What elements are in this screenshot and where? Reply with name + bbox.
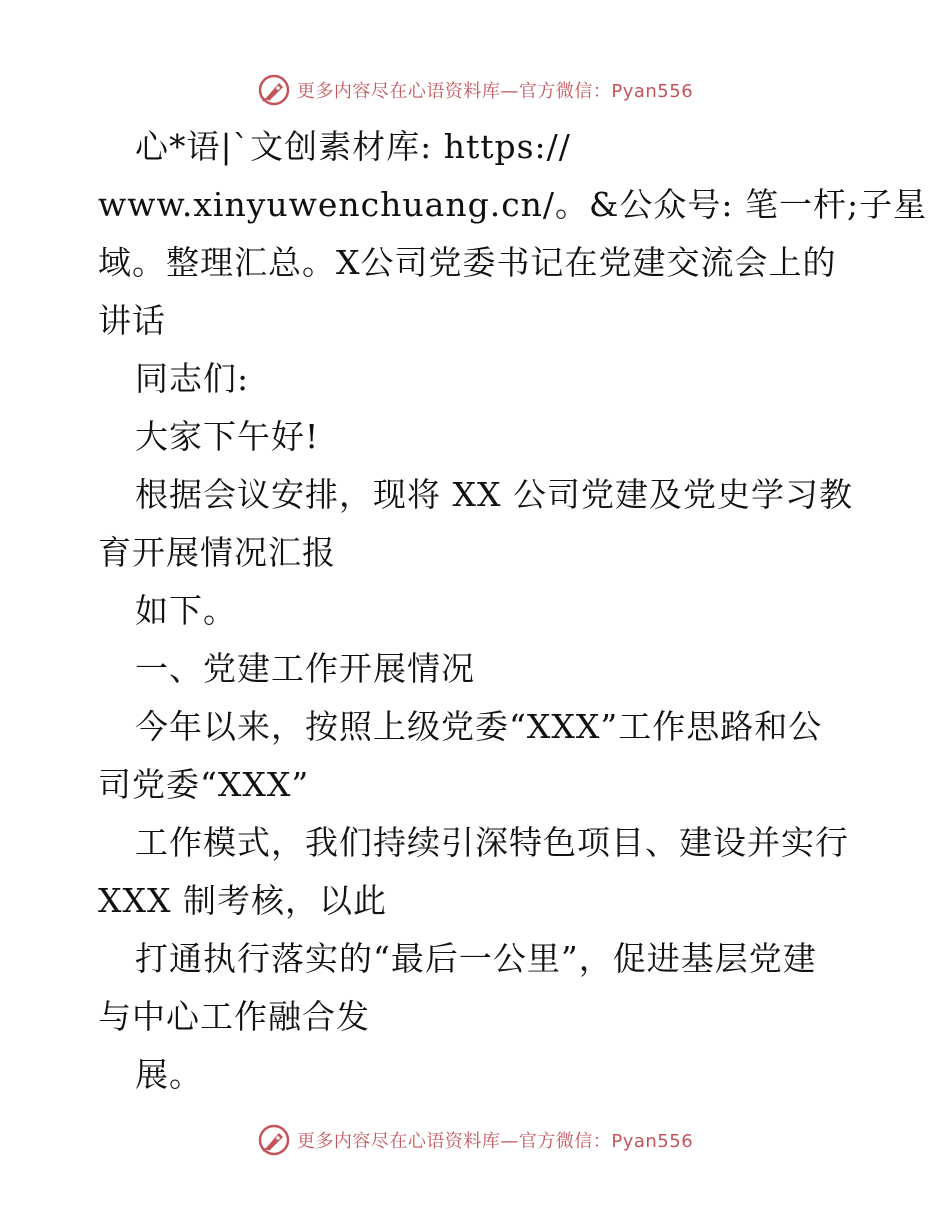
pen-nib-logo-icon	[257, 1123, 291, 1157]
body-line: 根据会议安排，现将 XX 公司党建及党史学习教	[135, 475, 853, 514]
body-line: 心*语|`文创素材库: https://	[135, 127, 571, 166]
body-line: 今年以来，按照上级党委“XXX”工作思路和公	[135, 707, 823, 746]
body-line: 大家下午好!	[135, 417, 320, 456]
footer-banner-text: 更多内容尽在心语资料库—官方微信：Pyan556	[296, 1131, 694, 1152]
header-banner	[0, 70, 950, 110]
document-body	[98, 118, 928, 1104]
body-line: XXX 制考核，以此	[98, 881, 387, 920]
body-line: www.xinyuwenchuang.cn/。&公众号: 笔一杆;子星	[98, 185, 928, 224]
body-line: 工作模式，我们持续引深特色项目、建设并实行	[135, 823, 849, 862]
footer-banner	[0, 1120, 950, 1160]
header-banner-text: 更多内容尽在心语资料库—官方微信：Pyan556	[296, 81, 694, 102]
body-line: 同志们:	[135, 359, 250, 398]
body-line: 打通执行落实的“最后一公里”，促进基层党建	[135, 939, 817, 978]
body-line: 域。整理汇总。X公司党委书记在党建交流会上的	[98, 243, 837, 282]
body-line: 司党委“XXX”	[98, 765, 310, 804]
section-heading: 一、党建工作开展情况	[135, 649, 475, 688]
body-line: 育开展情况汇报	[98, 533, 336, 572]
pen-nib-logo-icon	[257, 73, 291, 107]
body-line: 与中心工作融合发	[98, 997, 370, 1036]
body-line: 如下。	[135, 591, 237, 630]
body-line: 讲话	[98, 301, 166, 340]
body-line: 展。	[135, 1055, 203, 1094]
